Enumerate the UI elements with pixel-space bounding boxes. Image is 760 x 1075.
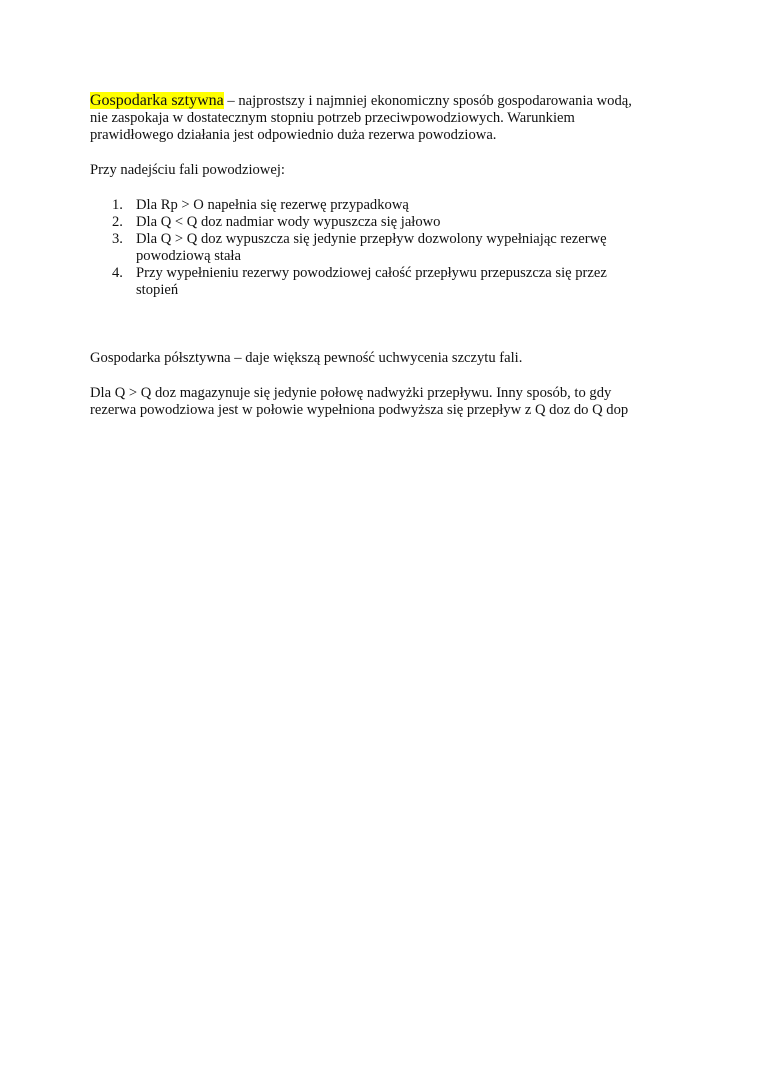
list-item-text: Dla Q > Q doz wypuszcza się jedynie przepływ dozwolony wypełniając rezerwę bbox=[136, 231, 607, 247]
semi-rigid-paragraph: Gospodarka półsztywna – daje większą pewność uchwycenia szczytu fali. bbox=[90, 350, 523, 366]
list-item-text: Dla Q < Q doz nadmiar wody wypuszcza się jałowo bbox=[136, 214, 441, 230]
list-number: 2. bbox=[112, 214, 123, 230]
highlighted-term: Gospodarka sztywna bbox=[90, 92, 224, 109]
list-number: 1. bbox=[112, 197, 123, 213]
intro-text: Przy nadejściu fali powodziowej: bbox=[90, 162, 285, 178]
document-body bbox=[90, 92, 680, 419]
list-number: 3. bbox=[112, 231, 123, 247]
list-item-text: Dla Rp > O napełnia się rezerwę przypadkową bbox=[136, 197, 409, 213]
storage-line-2: rezerwa powodziowa jest w połowie wypełniona podwyższa się przepływ z Q doz do Q dop bbox=[90, 402, 629, 418]
list-item-text-continued: stopień bbox=[136, 282, 179, 298]
list-item-text: Przy wypełnieniu rezerwy powodziowej całość przepływu przepuszcza się przez bbox=[136, 265, 607, 281]
list-item bbox=[90, 231, 680, 265]
list-item-text-continued: powodziową stała bbox=[136, 248, 241, 264]
definition-line-3: prawidłowego działania jest odpowiednio duża rezerwa powodziowa. bbox=[90, 127, 497, 143]
procedure-list bbox=[90, 197, 680, 299]
list-number: 4. bbox=[112, 265, 123, 281]
list-item bbox=[90, 197, 680, 214]
storage-paragraph bbox=[90, 385, 680, 419]
definition-line-1: – najprostszy i najmniej ekonomiczny sposób gospodarowania wodą, bbox=[223, 93, 632, 109]
definition-paragraph bbox=[90, 92, 680, 144]
list-item bbox=[90, 214, 680, 231]
definition-line-2: nie zaspokaja w dostatecznym stopniu potrzeb przeciwpowodziowych. Warunkiem bbox=[90, 110, 575, 126]
list-item bbox=[90, 265, 680, 299]
storage-line-1: Dla Q > Q doz magazynuje się jedynie połowę nadwyżki przepływu. Inny sposób, to gdy bbox=[90, 385, 612, 401]
